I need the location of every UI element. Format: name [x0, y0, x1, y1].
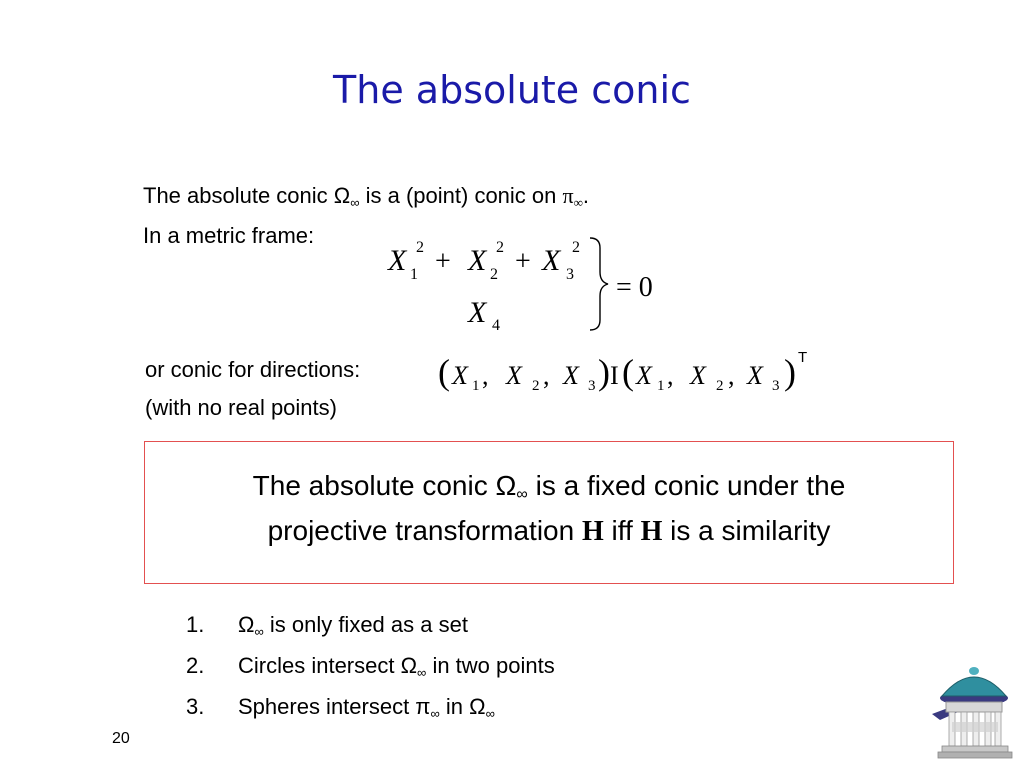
h-matrix: H — [640, 516, 663, 547]
dir-x2-sub: 2 — [532, 378, 540, 394]
list-text: is only fixed as a set — [263, 612, 468, 637]
list-item — [186, 690, 555, 731]
list-text: Spheres intersect π — [238, 694, 431, 719]
slide-title: The absolute conic — [333, 68, 691, 112]
dir-x1-sub: 1 — [657, 378, 665, 394]
eq-x3-sup: 2 — [572, 239, 580, 256]
paren-open: ( — [622, 352, 634, 392]
dir-x1: X — [636, 361, 652, 390]
theorem-line-1 — [145, 468, 953, 513]
dir-comma: , — [482, 361, 489, 390]
theorem-text-part: is a similarity — [662, 515, 831, 546]
directions-note: (with no real points) — [145, 395, 337, 420]
dir-comma: , — [667, 361, 674, 390]
eq-x3-sub: 3 — [566, 266, 574, 283]
dir-x2: X — [506, 361, 522, 390]
right-brace — [590, 238, 608, 330]
identity-matrix: I — [610, 361, 619, 390]
infinity-subscript: ∞ — [573, 195, 583, 210]
list-text: Ω — [238, 612, 255, 637]
theorem-text — [145, 468, 953, 550]
list-text: in Ω — [439, 694, 486, 719]
eq-rhs: = 0 — [616, 272, 653, 303]
dir-x3-sub: 3 — [588, 378, 596, 394]
dir-x1: X — [452, 361, 468, 390]
eq-x2-sup: 2 — [496, 239, 504, 256]
infinity-subscript: ∞ — [350, 195, 360, 210]
pi-symbol: π — [562, 183, 574, 208]
infinity-subscript: ∞ — [485, 706, 495, 721]
eq-plus-2: + — [515, 246, 531, 277]
theorem-text-part: The absolute conic Ω — [252, 470, 517, 501]
list-item — [186, 649, 555, 690]
infinity-subscript: ∞ — [430, 706, 440, 721]
dir-x3: X — [563, 361, 579, 390]
dir-x1-sub: 1 — [472, 378, 480, 394]
dir-x3: X — [747, 361, 763, 390]
directions-label: or conic for directions: — [145, 357, 361, 382]
eq-x2-sub: 2 — [490, 266, 498, 283]
old-well-icon — [928, 662, 1018, 762]
dir-x3-sub: 3 — [772, 378, 780, 394]
paren-close: ) — [784, 352, 796, 392]
eq-x1-sub: 1 — [410, 266, 418, 283]
theorem-line-2 — [145, 513, 953, 550]
metric-frame-equation — [380, 230, 680, 340]
list-text: in two points — [426, 653, 555, 678]
theorem-box — [144, 441, 954, 584]
eq-x4-sub: 4 — [492, 317, 500, 334]
directions-equation — [436, 346, 816, 402]
list-number: 1. — [186, 612, 205, 637]
paren-open: ( — [438, 352, 450, 392]
intro-text: is a (point) conic on — [359, 183, 563, 208]
dir-comma: , — [728, 361, 735, 390]
eq-x1: X — [388, 244, 407, 277]
eq-x1-sup: 2 — [416, 239, 424, 256]
list-number: 2. — [186, 653, 205, 678]
dir-x2: X — [690, 361, 706, 390]
dir-comma: , — [543, 361, 550, 390]
infinity-subscript: ∞ — [516, 486, 528, 503]
transpose-mark: T — [798, 349, 808, 366]
intro-text: . — [582, 183, 590, 208]
page-number: 20 — [112, 730, 130, 747]
theorem-text-part: is a fixed conic under the — [527, 470, 846, 501]
list-number: 3. — [186, 694, 205, 719]
paren-close: ) — [598, 352, 610, 392]
eq-x2: X — [468, 244, 487, 277]
theorem-text-part: projective transformation — [267, 515, 582, 546]
infinity-subscript: ∞ — [254, 624, 264, 639]
eq-x3: X — [542, 244, 561, 277]
eq-plus-1: + — [435, 246, 451, 277]
intro-line-2: In a metric frame: — [143, 223, 315, 248]
list-text: Circles intersect Ω — [238, 653, 418, 678]
intro-line-1 — [143, 183, 589, 211]
theorem-text-part: iff — [603, 515, 641, 546]
list-item — [186, 608, 555, 649]
points-list — [186, 608, 555, 731]
intro-text: The absolute conic Ω — [143, 183, 351, 208]
infinity-subscript: ∞ — [417, 665, 427, 680]
dir-x2-sub: 2 — [716, 378, 724, 394]
eq-x4: X — [468, 296, 487, 329]
h-matrix: H — [581, 516, 604, 547]
